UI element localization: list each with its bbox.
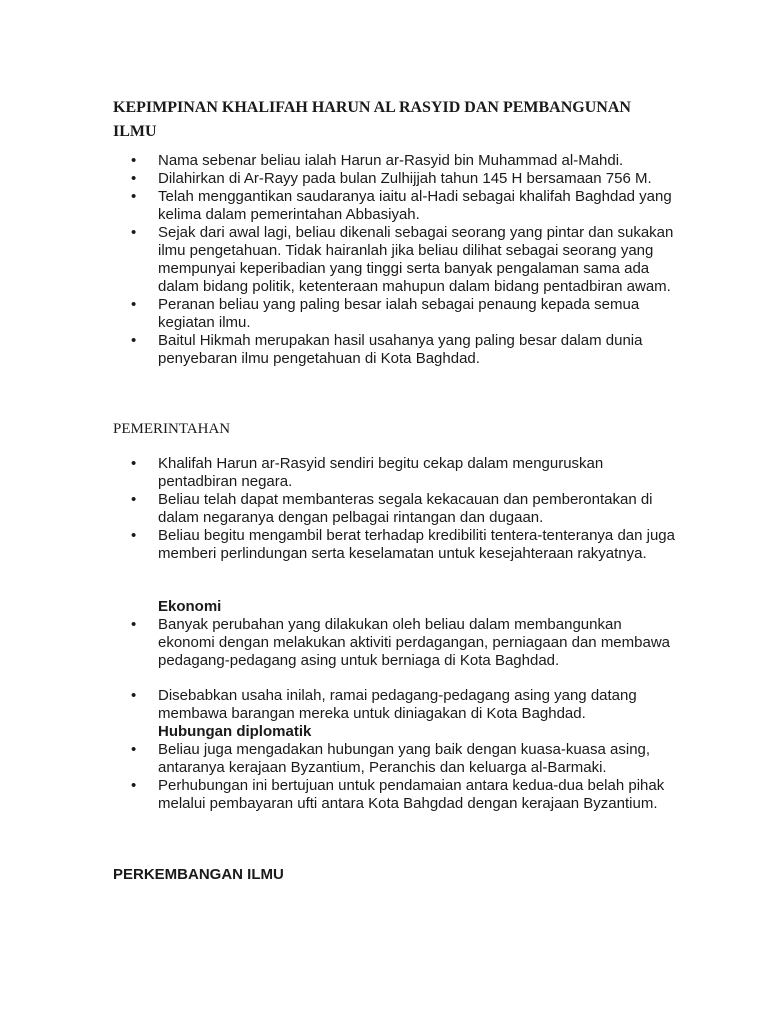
ekonomi-list-2 xyxy=(0,687,768,723)
bullet-icon: • xyxy=(131,491,137,508)
list-item: • Khalifah Harun ar-Rasyid sendiri begitu cekap dalam menguruskan pentadbiran negara. xyxy=(131,455,604,490)
bullet-icon: • xyxy=(131,152,137,169)
list-item: • Disebabkan usaha inilah, ramai pedagang-pedagang asing yang datang membawa barangan mereka untuk diniagakan di Kota Baghdad. xyxy=(131,687,637,722)
list-item: • Baitul Hikmah merupakan hasil usahanya yang paling besar dalam dunia penyebaran ilmu pengetahuan di Kota Baghdad. xyxy=(131,332,643,367)
document-title: KEPIMPINAN KHALIFAH HARUN AL RASYID DAN PEMBANGUNAN ILMU xyxy=(113,99,631,140)
subheading-ekonomi: Ekonomi xyxy=(158,598,222,615)
bullet-icon: • xyxy=(131,741,137,758)
bullet-icon: • xyxy=(131,188,137,205)
bullet-icon: • xyxy=(131,224,137,241)
ekonomi-list-1 xyxy=(0,616,768,670)
list-item: • Beliau juga mengadakan hubungan yang baik dengan kuasa-kuasa asing, antaranya kerajaan Byzantium, Peranchis dan keluarga al-Barmaki. xyxy=(131,741,651,776)
bullet-icon: • xyxy=(131,777,137,794)
bullet-icon: • xyxy=(131,687,137,704)
list-item: • Nama sebenar beliau ialah Harun ar-Rasyid bin Muhammad al-Mahdi. xyxy=(131,152,624,169)
list-item: • Telah menggantikan saudaranya iaitu al-Hadi sebagai khalifah Baghdad yang kelima dalam pemerintahan Abbasiyah. xyxy=(131,188,672,223)
list-item: • Banyak perubahan yang dilakukan oleh beliau dalam membangunkan ekonomi dengan melakukan aktiviti perdagangan, perniagaan dan membawa pedagang-pedagang asing untuk berniaga di Kota Baghdad. xyxy=(131,616,671,669)
list-item: • Perhubungan ini bertujuan untuk pendamaian antara kedua-dua belah pihak melalui pembayaran ufti antara Kota Bahgdad dengan kerajaan Byzantium. xyxy=(131,777,665,812)
bullet-icon: • xyxy=(131,455,137,472)
intro-list xyxy=(0,152,768,368)
bullet-icon: • xyxy=(131,170,137,187)
bullet-icon: • xyxy=(131,527,137,544)
list-item: • Beliau telah dapat membanteras segala kekacauan dan pemberontakan di dalam negaranya dengan pelbagai rintangan dan dugaan. xyxy=(131,491,653,526)
pemerintahan-list xyxy=(0,455,768,563)
list-item: • Peranan beliau yang paling besar ialah sebagai penaung kepada semua kegiatan ilmu. xyxy=(131,296,640,331)
list-item: • Sejak dari awal lagi, beliau dikenali sebagai seorang yang pintar dan sukakan ilmu pengetahuan. Tidak hairanlah jika beliau dilihat sebagai seorang yang mempunyai keperibadian yang tinggi serta banyak pengalaman sama ada dalam bidang politik, ketenteraan mahupun dalam bidang pentadbiran awam. xyxy=(131,224,674,295)
list-item: • Dilahirkan di Ar-Rayy pada bulan Zulhijjah tahun 145 H bersamaan 756 M. xyxy=(131,170,652,187)
list-item: • Beliau begitu mengambil berat terhadap kredibiliti tentera-tenteranya dan juga memberi perlindungan serta keselamatan untuk kesejahteraan rakyatnya. xyxy=(131,527,675,562)
subheading-hubungan-diplomatik: Hubungan diplomatik xyxy=(158,723,312,740)
hubungan-list xyxy=(0,741,768,813)
bullet-icon: • xyxy=(131,616,137,633)
bullet-icon: • xyxy=(131,296,137,313)
bullet-icon: • xyxy=(131,332,137,349)
section-heading-pemerintahan: PEMERINTAHAN xyxy=(113,421,231,437)
section-heading-perkembangan-ilmu: PERKEMBANGAN ILMU xyxy=(113,866,284,883)
